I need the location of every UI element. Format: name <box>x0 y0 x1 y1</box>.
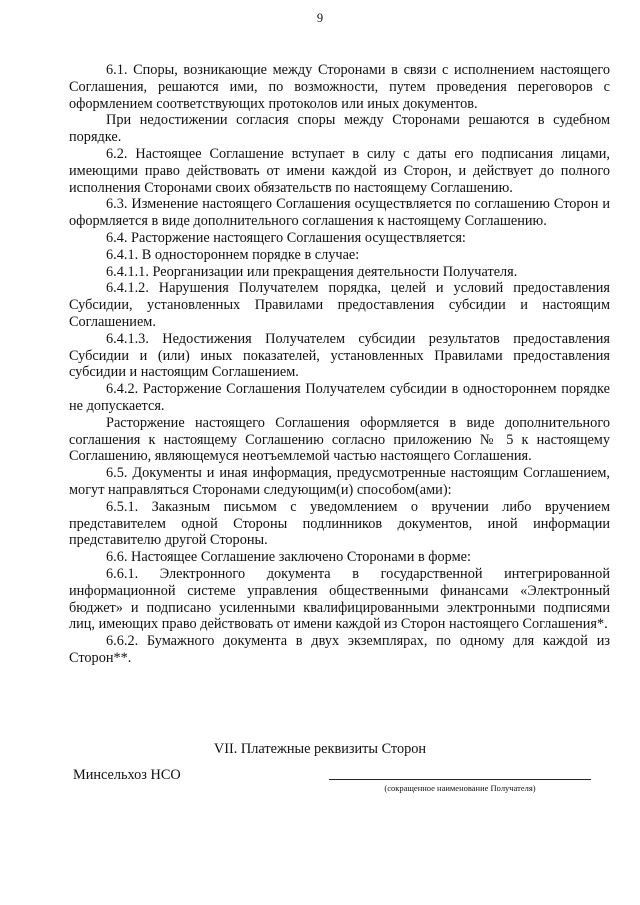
paragraph-6-3: 6.3. Изменение настоящего Соглашения осуществляется по соглашению Сторон и оформляется в виде дополнительного соглашения к настоящему Соглашению. <box>69 196 610 230</box>
paragraph-6-6: 6.6. Настоящее Соглашение заключено Сторонами в форме: <box>106 549 471 566</box>
paragraph-6-4: 6.4. Расторжение настоящего Соглашения осуществляется: <box>106 229 466 246</box>
paragraph-6-6-2: 6.6.2. Бумажного документа в двух экземплярах, по одному для каждой из Сторон**. <box>69 633 610 666</box>
paragraph-6-4-1-1: 6.4.1.1. Реорганизации или прекращения деятельности Получателя. <box>106 263 518 280</box>
paragraph-6-4-1: 6.4.1. В одностороннем порядке в случае: <box>106 246 360 263</box>
paragraph-6-5-1: 6.5.1. Заказным письмом с уведомлением о вручении либо вручением представителем одной Стороны подлинников документов, иной информации представителю другой Стороны. <box>69 498 610 549</box>
paragraph-6-2: 6.2. Настоящее Соглашение вступает в силу с даты его подписания лицами, имеющими право действовать от имени каждой из Сторон, и действует до полного исполнения Сторонами своих обязательств по настоящему Соглашению. <box>69 145 610 196</box>
signatory-right-caption: (сокращенное наименование Получателя) <box>384 783 536 793</box>
section-heading: VII. Платежные реквизиты Сторон <box>213 741 427 757</box>
paragraph-6-1: 6.1. Споры, возникающие между Сторонами в связи с исполнением настоящего Соглашения, решаются ими, по возможности, путем проведения переговоров с оформлением соответствующих протоколов или иных документов. <box>69 62 610 112</box>
paragraph-6-1-court: При недостижении согласия споры между Сторонами решаются в судебном порядке. <box>69 112 610 146</box>
signature-line <box>329 779 591 780</box>
paragraph-6-6-1: 6.6.1. Электронного документа в государственной интегрированной информационной системе управления общественными финансами «Электронный бюджет» и подписано усиленными квалифицированными электронными подписями лиц, имеющих право действовать от имени каждой из Сторон настоящего Соглашения*. <box>69 565 610 633</box>
paragraph-6-4-1-3: 6.4.1.3. Недостижения Получателем субсидии результатов предоставления Субсидии и (или) иных показателей, установленных Правилами предоставления субсидии и настоящим Соглашением. <box>69 330 610 381</box>
signatory-left: Минсельхоз НСО <box>73 767 181 783</box>
paragraph-termination-form: Расторжение настоящего Соглашения оформляется в виде дополнительного соглашения к настоящему Соглашению согласно приложению № 5 к настоящему Соглашению, являющемуся неотъемлемой частью настоящего Соглашения. <box>69 414 610 465</box>
page-number: 9 <box>316 11 324 25</box>
paragraph-6-4-2: 6.4.2. Расторжение Соглашения Получателем субсидии в одностороннем порядке не допускается. <box>69 381 610 414</box>
paragraph-6-5: 6.5. Документы и иная информация, предусмотренные настоящим Соглашением, могут направляться Сторонами следующим(и) способом(ами): <box>69 465 610 498</box>
paragraph-6-4-1-2: 6.4.1.2. Нарушения Получателем порядка, целей и условий предоставления Субсидии, установленных Правилами предоставления субсидии и настоящим Соглашением. <box>69 280 610 330</box>
document-body <box>69 62 610 667</box>
